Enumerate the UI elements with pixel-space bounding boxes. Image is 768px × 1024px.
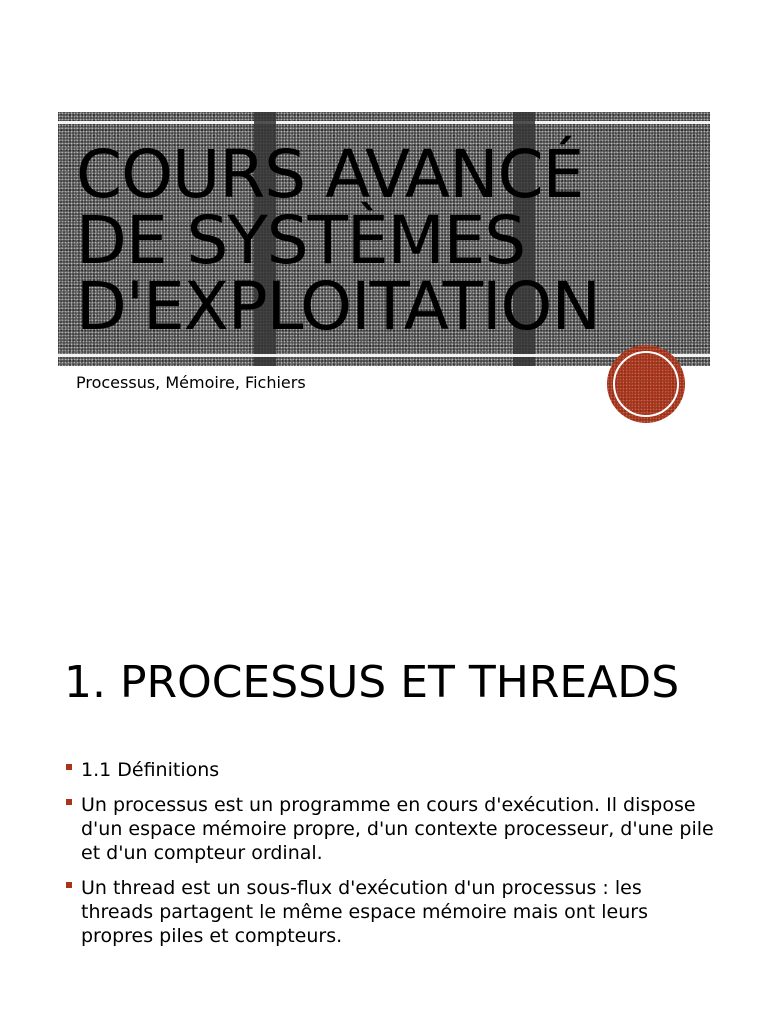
- slide-title-line: COURS AVANCÉ: [76, 136, 584, 213]
- slide-title-line: D'EXPLOITATION: [76, 268, 600, 345]
- badge-ring: [613, 351, 679, 417]
- list-item: [64, 876, 714, 948]
- square-bullet-icon: [66, 882, 72, 888]
- bullet-text: Un processus est un programme en cours d'exécution. Il dispose d'un espace mémoire propre, d'un contexte processeur, d'une pile et d'un compteur ordinal.: [81, 794, 714, 864]
- banner-top-rule: [58, 121, 710, 124]
- bullet-list: [64, 758, 714, 959]
- square-bullet-icon: [66, 764, 72, 770]
- square-bullet-icon: [66, 799, 72, 805]
- slide-subtitle: Processus, Mémoire, Fichiers: [76, 373, 306, 392]
- slide-title: [76, 136, 696, 345]
- list-item: [64, 793, 714, 865]
- slide-title-line: DE SYSTÈMES: [76, 202, 526, 279]
- section-heading: 1. PROCESSUS ET THREADS: [64, 657, 680, 708]
- bullet-text: 1.1 Définitions: [81, 759, 220, 781]
- decorative-circle-badge: [607, 345, 685, 423]
- banner-bottom-rule: [58, 354, 710, 357]
- list-item: [64, 758, 714, 782]
- bullet-text: Un thread est un sous-flux d'exécution d'un processus : les threads partagent le même espace mémoire mais ont leurs propres piles et compteurs.: [81, 877, 648, 947]
